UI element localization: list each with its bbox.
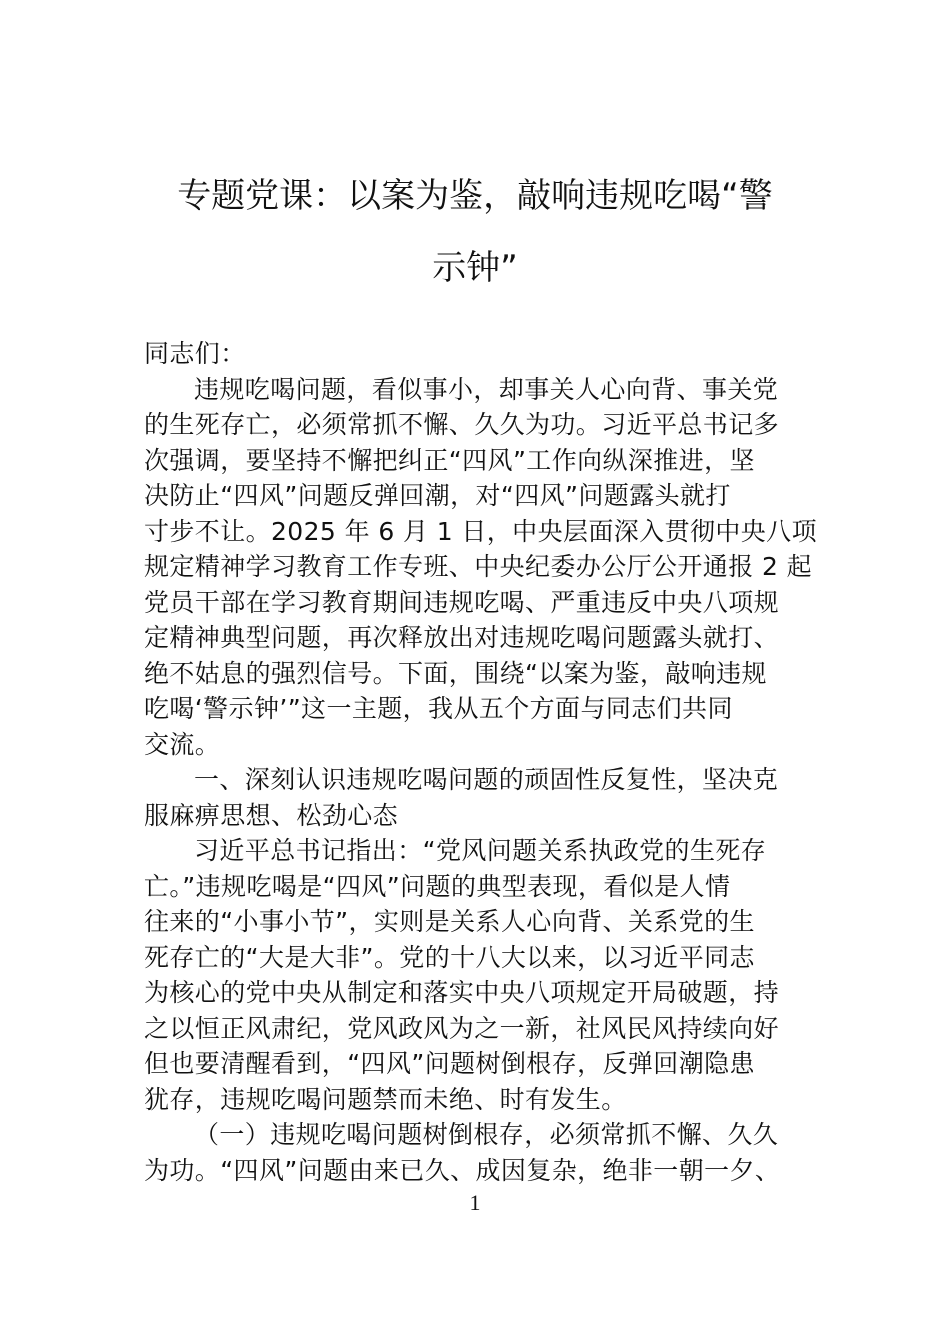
body-line: 为功。“四风”问题由来已久、成因复杂，绝非一朝一夕、 bbox=[144, 1155, 781, 1185]
body-line: 定精神典型问题，再次释放出对违规吃喝问题露头就打、 bbox=[144, 623, 780, 652]
body-line: 往来的“小事小节”，实则是关系人心向背、关系党的生 bbox=[144, 907, 755, 936]
section-heading-line: 服麻痹思想、松劲心态 bbox=[144, 800, 399, 830]
salutation: 同志们： bbox=[144, 339, 246, 368]
body-line: 习近平总书记指出：“党风问题关系执政党的生死存 bbox=[194, 836, 767, 865]
document-title-line-1: 专题党课：以案为鉴，敲响违规吃喝“警 bbox=[177, 176, 773, 216]
document-title-line-2: 示钟” bbox=[432, 248, 518, 288]
body-line: 但也要清醒看到，“四风”问题树倒根存，反弹回潮隐患 bbox=[144, 1049, 755, 1078]
body-line: 之以恒正风肃纪，党风政风为之一新，社风民风持续向好 bbox=[144, 1013, 780, 1043]
body-line: 的生死存亡，必须常抓不懈、久久为功。习近平总书记多 bbox=[144, 410, 780, 439]
subsection-line: （一）违规吃喝问题树倒根存，必须常抓不懈、久久 bbox=[194, 1120, 779, 1149]
page-number: 1 bbox=[469, 1190, 481, 1215]
body-line: 次强调，要坚持不懈把纠正“四风”工作向纵深推进，坚 bbox=[144, 445, 755, 475]
body-line: 寸步不让。2025 年 6 月 1 日，中央层面深入贯彻中央八项 bbox=[144, 516, 817, 546]
body-line: 决防止“四风”问题反弹回潮，对“四风”问题露头就打 bbox=[144, 481, 731, 510]
document-body bbox=[144, 336, 817, 1188]
body-line: 为核心的党中央从制定和落实中央八项规定开局破题，持 bbox=[144, 978, 780, 1007]
section-heading-line: 一、深刻认识违规吃喝问题的顽固性反复性，坚决克 bbox=[194, 765, 779, 794]
body-line: 交流。 bbox=[144, 729, 221, 759]
body-line: 犹存，违规吃喝问题禁而未绝、时有发生。 bbox=[144, 1084, 627, 1114]
body-line: 亡。”违规吃喝是“四风”问题的典型表现，看似是人情 bbox=[144, 871, 731, 901]
body-line: 吃喝‘警示钟’”这一主题，我从五个方面与同志们共同 bbox=[144, 694, 733, 723]
body-line: 违规吃喝问题，看似事小，却事关人心向背、事关党 bbox=[194, 374, 779, 404]
body-line: 党员干部在学习教育期间违规吃喝、严重违反中央八项规 bbox=[144, 587, 780, 617]
body-line: 绝不姑息的强烈信号。下面，围绕“以案为鉴，敲响违规 bbox=[144, 658, 767, 688]
body-line: 规定精神学习教育工作专班、中央纪委办公厅公开通报 2 起 bbox=[144, 552, 813, 581]
body-line: 死存亡的“大是大非”。党的十八大以来，以习近平同志 bbox=[144, 942, 755, 972]
